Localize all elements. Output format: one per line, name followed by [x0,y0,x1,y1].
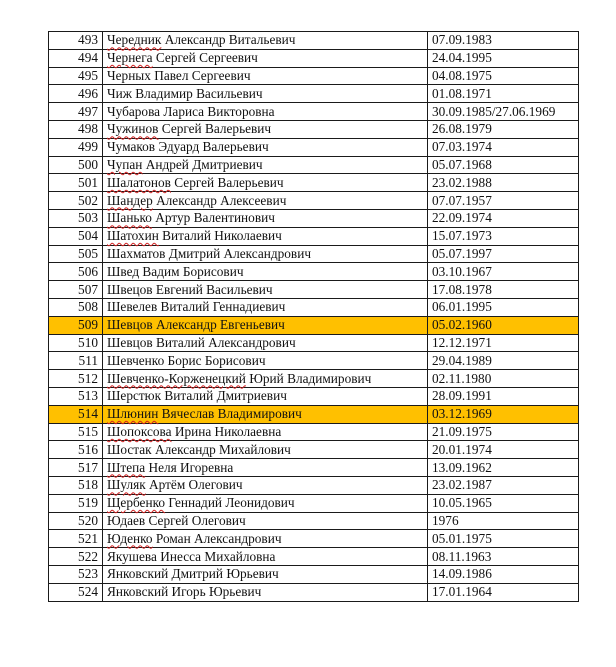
full-name-cell [103,370,428,388]
birth-date: 03.12.1969 [428,405,579,423]
birth-date: 1976 [428,512,579,530]
table-row [49,174,579,192]
row-number: 498 [49,120,103,138]
row-number: 511 [49,352,103,370]
given-names: Роман Александрович [152,530,282,546]
surname: Черных [107,67,151,83]
given-names: Игорь Юрьевич [168,584,262,600]
birth-date: 04.08.1975 [428,67,579,85]
full-name-cell [103,67,428,85]
birth-date: 28.09.1991 [428,387,579,405]
birth-date: 20.01.1974 [428,441,579,459]
birth-date: 06.01.1995 [428,298,579,316]
row-number: 499 [49,138,103,156]
given-names: Владимир Васильевич [131,85,263,101]
table-row [49,298,579,316]
birth-date: 13.09.1962 [428,459,579,477]
full-name-cell [103,103,428,121]
full-name-cell [103,32,428,50]
given-names: Геннадий Леонидович [165,495,295,511]
birth-date: 05.01.1975 [428,530,579,548]
surname: Шалатонов [107,174,171,190]
table-row [49,156,579,174]
table-row [49,209,579,227]
surname: Шанько [107,210,152,226]
given-names: Сергей Валерьевич [158,121,272,137]
row-number: 519 [49,494,103,512]
full-name-cell [103,156,428,174]
birth-date: 05.07.1968 [428,156,579,174]
surname: Шевцов [107,334,153,350]
surname: Янковский [107,584,169,600]
full-name-cell [103,298,428,316]
full-name-cell [103,548,428,566]
full-name-cell [103,138,428,156]
surname: Чупан [107,156,143,172]
surname: Янковский [107,566,169,582]
full-name-cell [103,352,428,370]
full-name-cell [103,565,428,583]
table-row [49,459,579,477]
surname: Шахматов [107,245,166,261]
birth-date: 05.07.1997 [428,245,579,263]
row-number: 507 [49,281,103,299]
birth-date: 30.09.1985/27.06.1969 [428,103,579,121]
full-name-cell [103,245,428,263]
table-row [49,405,579,423]
surname: Шопоксова [107,423,172,439]
given-names: Виталий Дмитриевич [161,388,287,404]
birth-date: 17.01.1964 [428,583,579,601]
surname: Шандер [107,192,153,208]
surname: Шевцов [107,317,153,333]
given-names: Вячеслав Владимирович [158,406,302,422]
row-number: 520 [49,512,103,530]
birth-date: 12.12.1971 [428,334,579,352]
surname: Шостак [107,441,152,457]
full-name-cell [103,423,428,441]
table-row [49,192,579,210]
row-number: 493 [49,32,103,50]
row-number: 517 [49,459,103,477]
full-name-cell [103,120,428,138]
table-row [49,245,579,263]
surname: Шерстюк [107,388,162,404]
full-name-cell [103,316,428,334]
row-number: 505 [49,245,103,263]
surname: Шатохин [107,228,159,244]
surname: Юденко [107,530,153,546]
surname: Щербенко [107,495,166,511]
birth-date: 14.09.1986 [428,565,579,583]
table-row [49,103,579,121]
given-names: Виталий Геннадиевич [157,299,286,315]
full-name-cell [103,49,428,67]
table-row [49,352,579,370]
row-number: 518 [49,476,103,494]
given-names: Дмитрий Александрович [165,245,312,261]
birth-date: 03.10.1967 [428,263,579,281]
row-number: 515 [49,423,103,441]
full-name-cell [103,459,428,477]
full-name-cell [103,227,428,245]
row-number: 497 [49,103,103,121]
row-number: 504 [49,227,103,245]
surname: Штепа [107,459,146,475]
given-names: Павел Сергеевич [150,67,251,83]
birth-date: 15.07.1973 [428,227,579,245]
row-number: 500 [49,156,103,174]
given-names: Инесса Михайловна [156,548,276,564]
given-names: Сергей Сергеевич [152,50,258,66]
row-number: 501 [49,174,103,192]
table-row [49,49,579,67]
table-row [49,316,579,334]
given-names: Дмитрий Юрьевич [168,566,279,582]
table-row [49,281,579,299]
table-row [49,85,579,103]
birth-date: 23.02.1987 [428,476,579,494]
surname: Чиж [107,85,132,101]
surname: Шуляк [107,477,146,493]
birth-date: 21.09.1975 [428,423,579,441]
given-names: Виталий Александрович [152,334,296,350]
row-number: 523 [49,565,103,583]
birth-date: 01.08.1971 [428,85,579,103]
row-number: 516 [49,441,103,459]
table-row [49,120,579,138]
full-name-cell [103,85,428,103]
row-number: 502 [49,192,103,210]
birth-date: 02.11.1980 [428,370,579,388]
table-row [49,423,579,441]
table-row [49,387,579,405]
given-names: Борис Борисович [164,352,266,368]
surname: Швед [107,263,140,279]
row-number: 509 [49,316,103,334]
given-names: Андрей Дмитриевич [142,156,263,172]
surname: Чужинов [107,121,159,137]
surname: Юдаев [107,512,146,528]
full-name-cell [103,387,428,405]
given-names: Александр Витальевич [161,32,296,48]
table-row [49,138,579,156]
birth-date: 07.03.1974 [428,138,579,156]
table-row [49,476,579,494]
surname: Шевченко-Корженецкий [107,370,246,386]
birth-date: 10.05.1965 [428,494,579,512]
persons-table [48,31,579,602]
full-name-cell [103,263,428,281]
table-row [49,370,579,388]
full-name-cell [103,334,428,352]
row-number: 524 [49,583,103,601]
row-number: 521 [49,530,103,548]
surname: Шлюнин [107,406,159,422]
row-number: 495 [49,67,103,85]
full-name-cell [103,583,428,601]
table-row [49,263,579,281]
given-names: Сергей Олегович [145,512,246,528]
given-names: Юрий Владимирович [245,370,372,386]
table-row [49,583,579,601]
given-names: Сергей Валерьевич [170,174,284,190]
table-body [49,32,579,602]
full-name-cell [103,441,428,459]
table-row [49,441,579,459]
full-name-cell [103,530,428,548]
birth-date: 29.04.1989 [428,352,579,370]
given-names: Вадим Борисович [139,263,244,279]
row-number: 522 [49,548,103,566]
birth-date: 08.11.1963 [428,548,579,566]
row-number: 513 [49,387,103,405]
table-row [49,512,579,530]
table-row [49,530,579,548]
table-row [49,334,579,352]
row-number: 503 [49,209,103,227]
table-row [49,548,579,566]
given-names: Александр Евгеньевич [152,317,285,333]
surname: Чумаков [107,139,156,155]
birth-date: 17.08.1978 [428,281,579,299]
full-name-cell [103,192,428,210]
surname: Чернега [107,50,153,66]
birth-date: 07.09.1983 [428,32,579,50]
full-name-cell [103,476,428,494]
full-name-cell [103,405,428,423]
row-number: 514 [49,405,103,423]
birth-date: 07.07.1957 [428,192,579,210]
table-row [49,67,579,85]
row-number: 510 [49,334,103,352]
birth-date: 05.02.1960 [428,316,579,334]
surname: Чередник [107,32,162,48]
table-row [49,494,579,512]
given-names: Артур Валентинович [151,210,275,226]
given-names: Лариса Викторовна [160,103,275,119]
row-number: 508 [49,298,103,316]
table-row [49,565,579,583]
surname: Шевелев [107,299,158,315]
table-row [49,32,579,50]
birth-date: 23.02.1988 [428,174,579,192]
table-row [49,227,579,245]
given-names: Александр Алексеевич [152,192,287,208]
surname: Шевченко [107,352,165,368]
surname: Якушева [107,548,157,564]
row-number: 494 [49,49,103,67]
full-name-cell [103,209,428,227]
birth-date: 22.09.1974 [428,209,579,227]
full-name-cell [103,281,428,299]
given-names: Эдуард Валерьевич [155,139,269,155]
row-number: 506 [49,263,103,281]
birth-date: 24.04.1995 [428,49,579,67]
given-names: Неля Игоревна [145,459,234,475]
given-names: Виталий Николаевич [158,228,282,244]
surname: Швецов [107,281,153,297]
full-name-cell [103,512,428,530]
given-names: Евгений Васильевич [152,281,273,297]
full-name-cell [103,174,428,192]
surname: Чубарова [107,103,161,119]
given-names: Артём Олегович [145,477,243,493]
row-number: 512 [49,370,103,388]
full-name-cell [103,494,428,512]
row-number: 496 [49,85,103,103]
birth-date: 26.08.1979 [428,120,579,138]
given-names: Александр Михайлович [151,441,291,457]
given-names: Ирина Николаевна [171,423,282,439]
